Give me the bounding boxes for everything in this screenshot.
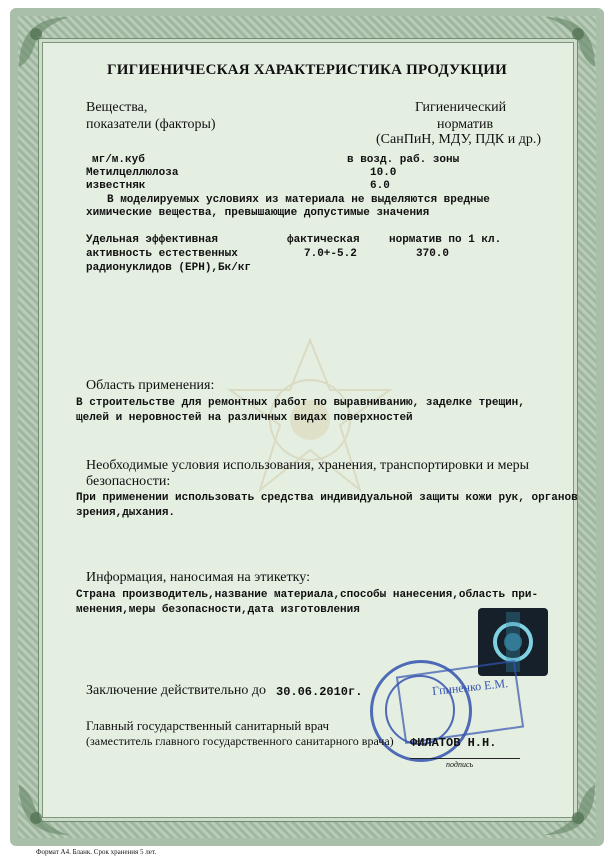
stamp-signatory-name: Гпиненко Е.М. [431, 676, 509, 698]
substance-value: 10.0 [370, 167, 397, 179]
signature-caption: подпись [446, 760, 474, 769]
conclusion-label: Заключение действительно до [86, 683, 266, 698]
header-left-line-1: Вещества, [86, 100, 148, 115]
substance-note-line-1: В моделируемых условиях из материала не выделяются вредные [107, 194, 490, 206]
conditions-heading-line-2: безопасности: [86, 474, 171, 489]
document-title: ГИГИЕНИЧЕСКАЯ ХАРАКТЕРИСТИКА ПРОДУКЦИИ [107, 62, 507, 78]
signatory-line-1: Главный государственный санитарный врач [86, 718, 330, 733]
signatory-name: ФИЛАТОВ Н.Н. [410, 736, 497, 750]
signature-line [410, 758, 520, 759]
radiation-actual-value: 7.0+-5.2 [304, 248, 357, 260]
radiation-label-line-1: Удельная эффективная [86, 234, 219, 246]
radiation-label-line-3: радионуклидов (ЕРН),Бк/кг [86, 262, 252, 274]
substance-value: 6.0 [370, 180, 390, 192]
application-text-line-1: В строительстве для ремонтных работ по выравниванию, заделке трещин, [76, 397, 525, 409]
label-info-heading: Информация, наносимая на этикетку: [86, 570, 310, 585]
conclusion-date: 30.06.2010г. [276, 685, 363, 699]
header-right-line-1: Гигиенический [415, 100, 507, 115]
application-text-line-2: щелей и неровностей на различных видах поверхностей [76, 412, 413, 424]
radiation-label-line-2: активность естественных [86, 248, 238, 260]
substance-name: известняк [86, 180, 146, 192]
application-heading: Область применения: [86, 378, 215, 393]
conditions-text-line-1: При применении использовать средства индивидуальной защиты кожи рук, органов [76, 492, 578, 504]
label-info-text-line-2: менения,меры безопасности,дата изготовления [76, 604, 360, 616]
unit-label: мг/м.куб [92, 154, 145, 166]
corner-ornament-bottom-right [540, 780, 600, 840]
substance-note-line-2: химические вещества, превышающие допустимые значения [86, 207, 430, 219]
substance-name: Метилцеллюлоза [86, 167, 179, 179]
radiation-norm-header: норматив по 1 кл. [389, 234, 502, 246]
radiation-actual-header: фактическая [287, 234, 360, 246]
footer-format-note: Формат А4. Бланк. Срок хранения 5 лет. [36, 848, 157, 856]
unit-zone-label: в возд. раб. зоны [347, 154, 460, 166]
conditions-heading-line-1: Необходимые условия использования, хранения, транспортировки и меры [86, 458, 530, 473]
radiation-norm-value: 370.0 [416, 248, 450, 260]
header-right-line-2: норматив [437, 117, 494, 132]
signatory-line-2: (заместитель главного государственного санитарного врача) [86, 734, 394, 748]
conditions-text-line-2: зрения,дыхания. [76, 507, 176, 519]
header-right-line-3: (СанПиН, МДУ, ПДК и др.) [376, 132, 541, 147]
corner-ornament-bottom-left [14, 780, 74, 840]
label-info-text-line-1: Страна производитель,название материала,способы нанесения,область при- [76, 589, 539, 601]
header-left-line-2: показатели (факторы) [86, 117, 216, 132]
